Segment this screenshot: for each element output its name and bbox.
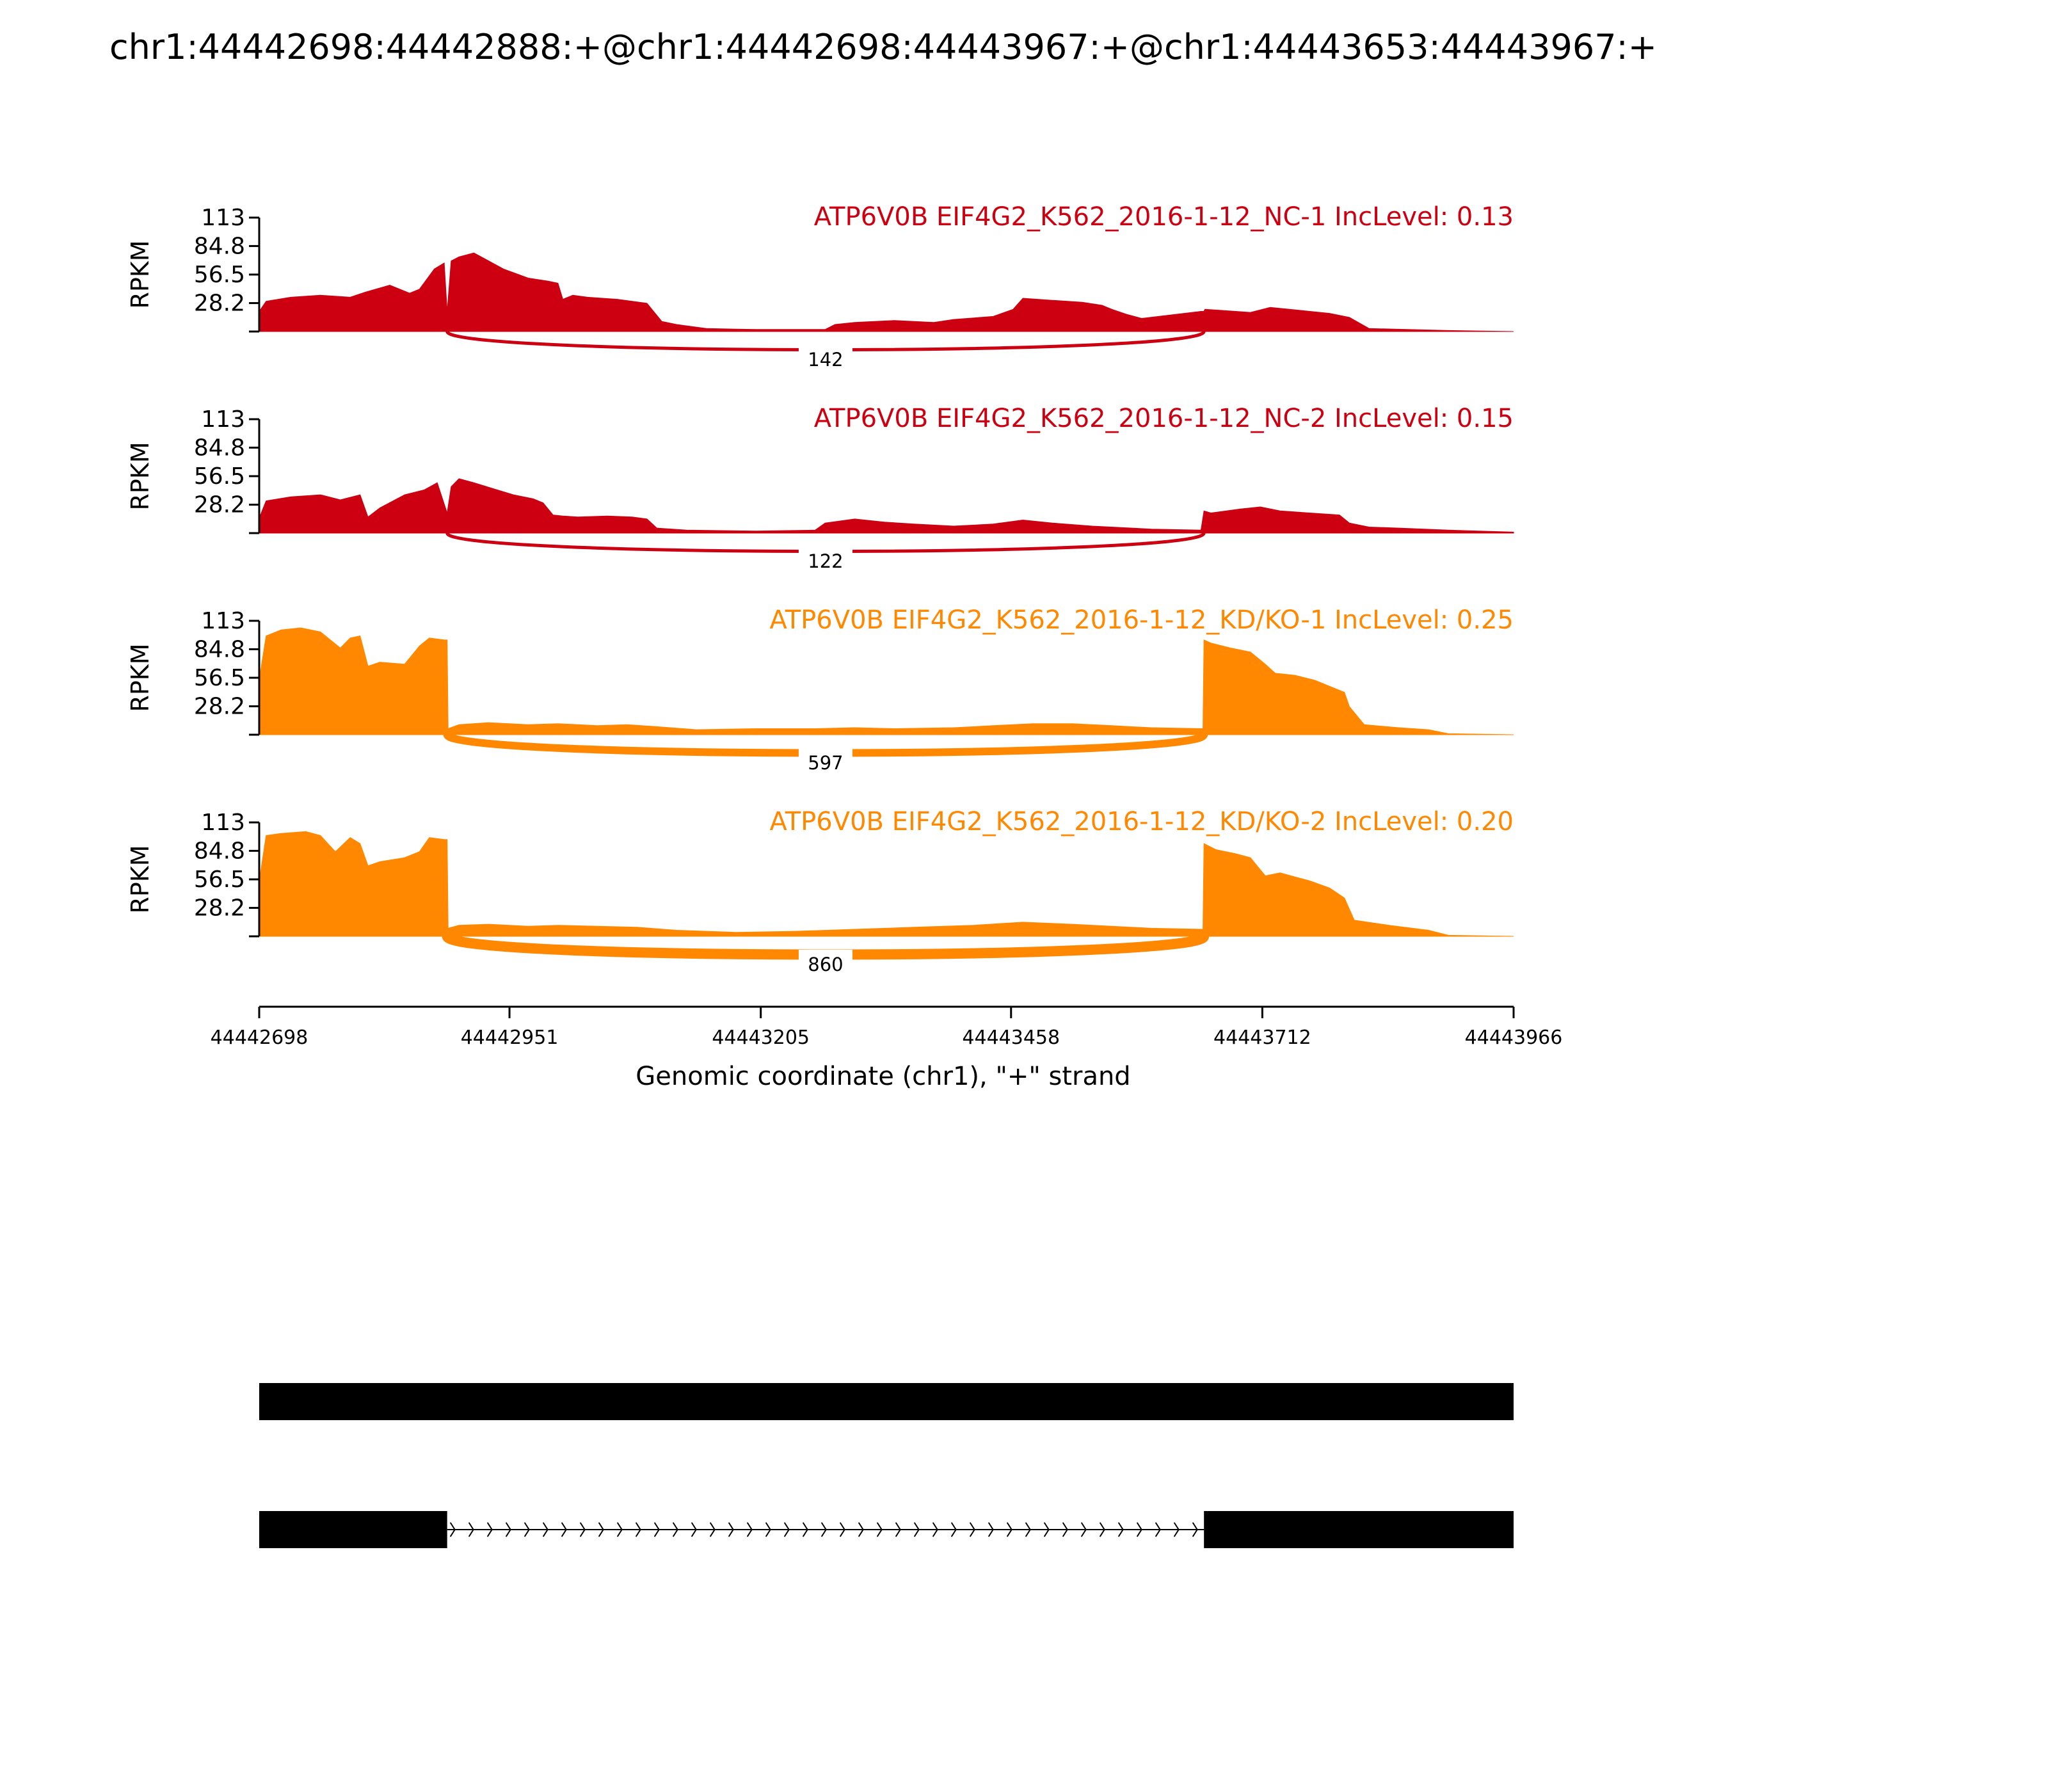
- y-tick-label-1-2: 56.5: [193, 262, 245, 288]
- y-axis-label-3: RPKM: [126, 643, 154, 712]
- x-tick-label-2: 44442951: [460, 1027, 559, 1049]
- y-tick-label-3-3: 84.8: [193, 636, 245, 663]
- coverage-panel-1: [126, 202, 1514, 372]
- y-tick-label-3-4: 113: [201, 608, 245, 634]
- junction-count-4: 860: [808, 954, 844, 975]
- x-tick-label-4: 44443458: [962, 1027, 1060, 1049]
- coverage-area-4: [259, 831, 1514, 936]
- x-axis-label: Genomic coordinate (chr1), "+" strand: [636, 1062, 1131, 1091]
- transcript-2: [259, 1511, 1514, 1548]
- series-label-2: ATP6V0B EIF4G2_K562_2016-1-12_NC-2 IncLevel: 0.15: [813, 404, 1514, 433]
- y-tick-label-4-1: 28.2: [193, 895, 245, 922]
- chart-title: chr1:44442698:44442888:+@chr1:44442698:44443967:+@chr1:44443653:44443967:+: [109, 27, 1658, 67]
- coverage-panel-4: [126, 807, 1514, 977]
- series-label-3: ATP6V0B EIF4G2_K562_2016-1-12_KD/KO-1 IncLevel: 0.25: [769, 605, 1514, 635]
- x-tick-label-3: 44443205: [712, 1027, 810, 1049]
- y-axis-label-2: RPKM: [126, 442, 154, 511]
- coverage-area-3: [259, 628, 1514, 735]
- y-tick-label-1-1: 28.2: [193, 290, 245, 317]
- coverage-area-2: [259, 479, 1514, 533]
- coverage-panel-3: [126, 605, 1514, 775]
- x-tick-label-5: 44443712: [1213, 1027, 1311, 1049]
- y-axis-label-4: RPKM: [126, 845, 154, 914]
- coverage-area-1: [259, 253, 1514, 332]
- coverage-panels: [126, 202, 1514, 977]
- junction-count-3: 597: [808, 752, 844, 774]
- y-tick-label-4-2: 56.5: [193, 867, 245, 893]
- y-tick-label-2-2: 56.5: [193, 463, 245, 490]
- y-tick-label-3-2: 56.5: [193, 665, 245, 691]
- y-tick-label-3-1: 28.2: [193, 693, 245, 720]
- y-tick-label-2-3: 84.8: [193, 435, 245, 461]
- transcript-models: [259, 1383, 1514, 1548]
- y-tick-label-2-4: 113: [201, 406, 245, 433]
- y-tick-label-4-4: 113: [201, 810, 245, 836]
- x-tick-label-1: 44442698: [210, 1027, 308, 1049]
- y-tick-label-1-3: 84.8: [193, 233, 245, 260]
- exon-1-1: [259, 1383, 1514, 1420]
- x-axis: [211, 1007, 1563, 1049]
- exon-2-2: [1204, 1511, 1514, 1548]
- coverage-panel-2: [126, 404, 1514, 573]
- exon-2-1: [259, 1511, 447, 1548]
- junction-count-2: 122: [808, 550, 844, 572]
- x-tick-label-6: 44443966: [1464, 1027, 1563, 1049]
- junction-count-1: 142: [808, 349, 844, 371]
- series-label-4: ATP6V0B EIF4G2_K562_2016-1-12_KD/KO-2 IncLevel: 0.20: [769, 807, 1514, 836]
- y-axis-label-1: RPKM: [126, 240, 154, 309]
- y-tick-label-1-4: 113: [201, 205, 245, 231]
- y-tick-label-2-1: 28.2: [193, 492, 245, 518]
- series-label-1: ATP6V0B EIF4G2_K562_2016-1-12_NC-1 IncLevel: 0.13: [813, 202, 1514, 232]
- transcript-1: [259, 1383, 1514, 1420]
- y-tick-label-4-3: 84.8: [193, 838, 245, 865]
